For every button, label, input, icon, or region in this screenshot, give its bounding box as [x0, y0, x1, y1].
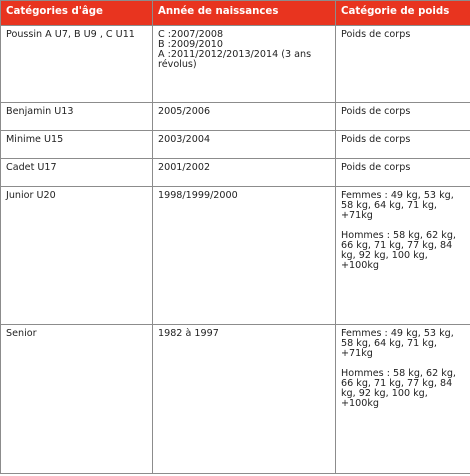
birth-year-line: 2001/2002 [158, 162, 211, 173]
weight-paragraph: Hommes : 58 kg, 62 kg, 66 kg, 71 kg, 77 kg, 84 kg, 92 kg, 100 kg, +100kg [341, 368, 456, 409]
weight-paragraph: Poids de corps [341, 106, 411, 117]
age-category-cell: Benjamin U13 [1, 103, 153, 131]
weight-category-cell [336, 187, 470, 325]
table-row [1, 103, 470, 131]
header-row [1, 1, 470, 26]
birth-year-line: A :2011/2012/2013/2014 (3 ans [158, 49, 312, 60]
birth-year-line: 2005/2006 [158, 106, 211, 117]
header-weight-category: Catégorie de poids [336, 1, 470, 26]
birth-year-line: B :2009/2010 [158, 39, 223, 50]
age-category-cell: Senior [1, 325, 153, 474]
birth-year-cell [153, 103, 336, 131]
table-row [1, 187, 470, 325]
weight-paragraph: Poids de corps [341, 29, 411, 40]
birth-year-cell [153, 187, 336, 325]
age-category-cell: Poussin A U7, B U9 , C U11 [1, 26, 153, 103]
weight-category-cell [336, 103, 470, 131]
birth-year-cell [153, 325, 336, 474]
birth-year-cell [153, 26, 336, 103]
weight-paragraph: Poids de corps [341, 162, 411, 173]
table-row [1, 159, 470, 187]
header-age-category: Catégories d'âge [1, 1, 153, 26]
birth-year-cell [153, 131, 336, 159]
birth-year-line: 1982 à 1997 [158, 328, 219, 339]
birth-year-line: C :2007/2008 [158, 29, 224, 40]
weight-paragraph: Femmes : 49 kg, 53 kg, 58 kg, 64 kg, 71 kg, +71kg [341, 190, 454, 221]
birth-year-line: 2003/2004 [158, 134, 211, 145]
weight-paragraph: Hommes : 58 kg, 62 kg, 66 kg, 71 kg, 77 kg, 84 kg, 92 kg, 100 kg, +100kg [341, 230, 456, 271]
birth-year-cell [153, 159, 336, 187]
birth-year-line: 1998/1999/2000 [158, 190, 238, 201]
age-category-cell: Cadet U17 [1, 159, 153, 187]
table-body [1, 26, 470, 474]
table-header [1, 1, 470, 26]
age-category-cell: Junior U20 [1, 187, 153, 325]
age-category-cell: Minime U15 [1, 131, 153, 159]
weight-category-cell [336, 159, 470, 187]
table-row [1, 26, 470, 103]
weight-category-cell [336, 325, 470, 474]
weight-category-cell [336, 131, 470, 159]
table-row [1, 325, 470, 474]
birth-year-line: révolus) [158, 59, 197, 70]
weight-paragraph: Femmes : 49 kg, 53 kg, 58 kg, 64 kg, 71 kg, +71kg [341, 328, 454, 359]
table-row [1, 131, 470, 159]
header-birth-year: Année de naissances [153, 1, 336, 26]
weight-paragraph: Poids de corps [341, 134, 411, 145]
weight-category-cell [336, 26, 470, 103]
